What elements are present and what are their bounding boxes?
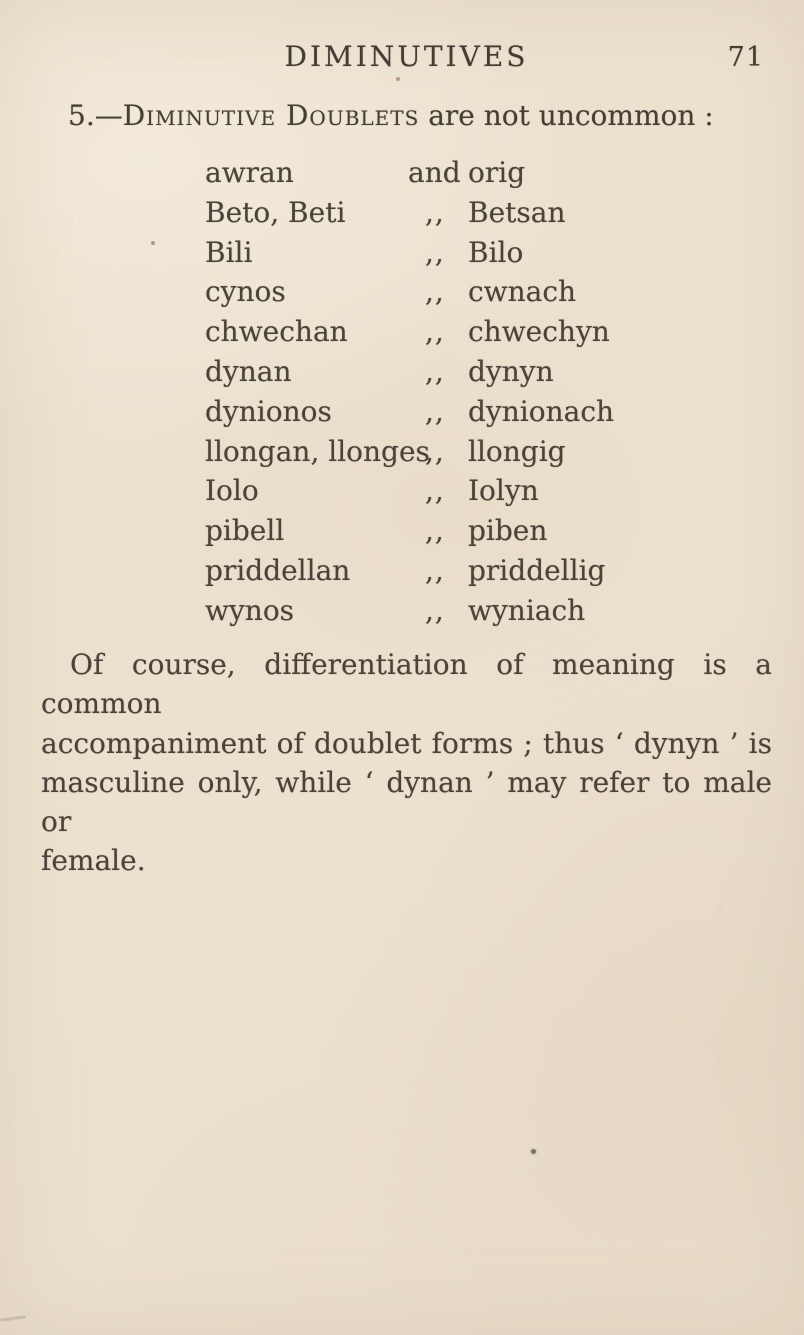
connector-word: and [408, 156, 461, 189]
ditto-mark: ,, [425, 514, 445, 548]
doublet-row [205, 511, 765, 551]
body-paragraph [41, 645, 772, 881]
ditto-mark: ,, [425, 315, 445, 349]
diminutive-word: dynionach [468, 394, 615, 428]
ditto-mark: ,, [425, 354, 445, 388]
section-title-smallcaps: Diminutive Doublets [122, 99, 420, 132]
doublet-row [205, 153, 765, 193]
base-word: Beto, Beti [205, 195, 346, 229]
base-word: Bili [205, 235, 253, 269]
diminutive-word: priddellig [468, 553, 606, 587]
paragraph-line: Of course, differentiation of meaning is a common [41, 648, 772, 721]
doublet-row [205, 272, 765, 312]
paragraph-line: accompaniment of doublet forms ; thus ‘ dynyn ’ is [41, 726, 772, 760]
diminutive-word: orig [468, 156, 526, 189]
section-number: 5.— [68, 99, 123, 132]
ditto-mark: ,, [425, 394, 445, 428]
diminutive-word: dynyn [468, 354, 554, 388]
ink-speck [531, 1149, 536, 1154]
doublet-row [205, 193, 765, 233]
ditto-mark: ,, [425, 434, 445, 468]
doublet-row [205, 352, 765, 392]
page-number: 71 [727, 42, 764, 73]
page-header [41, 40, 772, 76]
base-word: llongan, llonges [205, 434, 430, 468]
ditto-mark: ,, [425, 553, 445, 587]
doublet-row [205, 312, 765, 352]
base-word: cynos [205, 275, 286, 309]
ditto-mark: ,, [425, 474, 445, 508]
doublet-row [205, 233, 765, 273]
base-word: priddellan [205, 553, 351, 587]
ink-speck [396, 77, 400, 81]
ditto-mark: ,, [425, 275, 445, 309]
diminutive-word: wyniach [468, 593, 586, 627]
ditto-mark: ,, [425, 235, 445, 269]
doublet-row [205, 432, 765, 472]
base-word: dynan [205, 354, 292, 388]
ditto-mark: ,, [425, 593, 445, 627]
doublet-row [205, 551, 765, 591]
base-word: pibell [205, 514, 285, 548]
base-word: Iolo [205, 474, 259, 508]
diminutive-word: Iolyn [468, 474, 539, 508]
running-header-title: DIMINUTIVES [284, 40, 529, 73]
diminutive-word: chwechyn [468, 315, 610, 349]
section-heading-rest: are not uncommon : [419, 99, 714, 132]
doublet-row [205, 392, 765, 432]
diminutive-word: Betsan [468, 195, 566, 229]
paper-edge-mark [0, 1315, 26, 1322]
base-word: dynionos [205, 394, 332, 428]
doublet-row [205, 591, 765, 631]
diminutive-word: cwnach [468, 275, 577, 309]
doublet-list [205, 153, 765, 631]
ink-speck [151, 241, 155, 245]
base-word: awran [205, 156, 294, 189]
doublet-row [205, 471, 765, 511]
paragraph-line: masculine only, while ‘ dynan ’ may refer to male or [41, 765, 772, 839]
base-word: chwechan [205, 315, 348, 349]
paragraph-line: female. [41, 844, 146, 878]
diminutive-word: piben [468, 514, 548, 548]
diminutive-word: Bilo [468, 235, 524, 269]
section-heading [68, 99, 714, 132]
ditto-mark: ,, [425, 195, 445, 229]
diminutive-word: llongig [468, 434, 566, 468]
base-word: wynos [205, 593, 295, 627]
